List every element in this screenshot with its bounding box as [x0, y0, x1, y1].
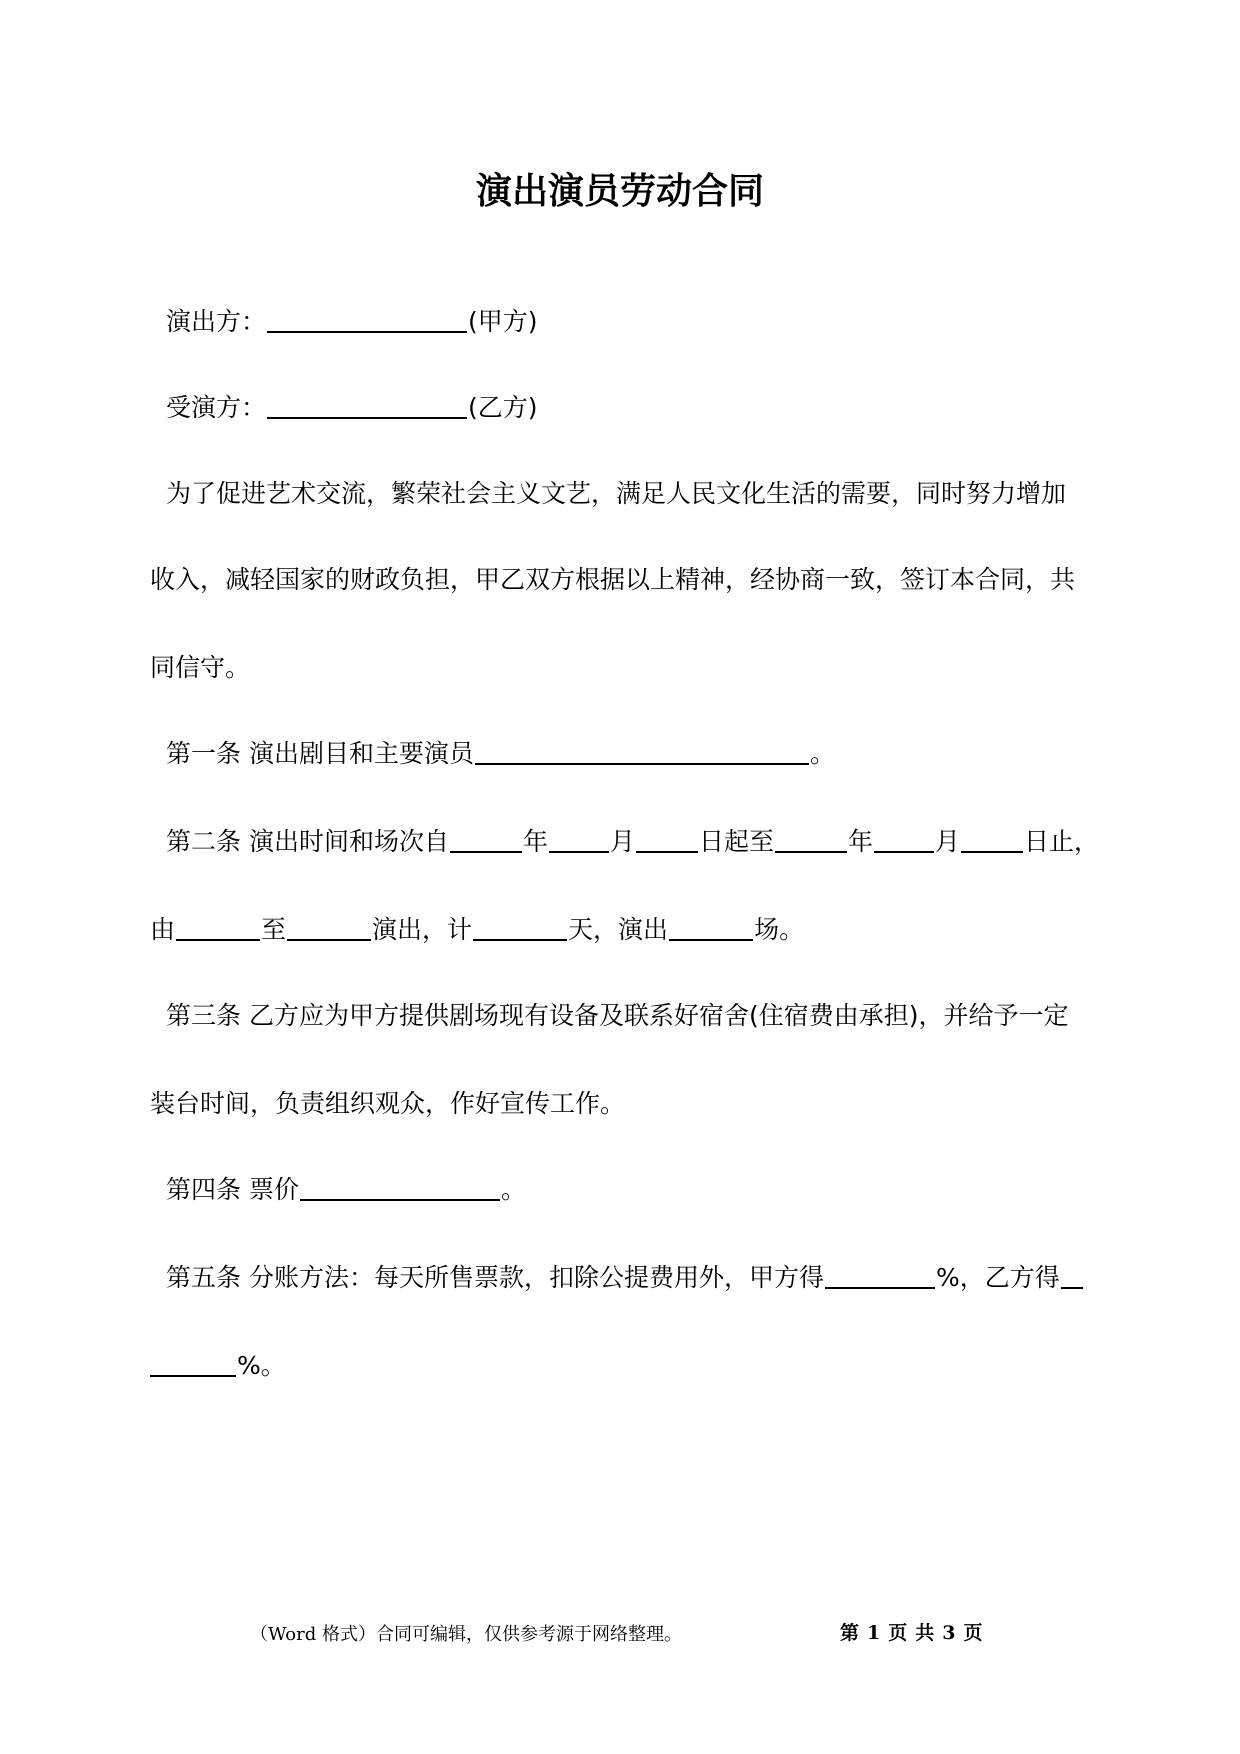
to-place-blank[interactable]	[287, 914, 371, 941]
article-2-month-2: 月	[935, 827, 961, 856]
article-2-intro: 第二条 演出时间和场次自	[166, 827, 449, 856]
article-1-end: 。	[809, 739, 835, 768]
article-5-line-2	[150, 1348, 286, 1384]
article-2-days: 天，演出	[568, 915, 669, 944]
article-2-year-2: 年	[848, 827, 874, 856]
shows-count-blank[interactable]	[669, 914, 753, 941]
page-current: 1	[867, 1622, 881, 1644]
article-5-intro: 第五条 分账方法：每天所售票款，扣除公提费用外，甲方得	[166, 1263, 824, 1292]
party-b-label: 受演方：	[166, 393, 267, 422]
article-2-perform: 演出，计	[372, 915, 473, 944]
party-b-line	[166, 390, 538, 426]
page-suffix: 页	[963, 1622, 983, 1644]
article-2-from: 由	[150, 915, 176, 944]
preamble-line-3: 同信守。	[150, 653, 251, 682]
article-2-line-1	[166, 824, 1099, 860]
article-4-end: 。	[500, 1175, 526, 1204]
end-year-blank[interactable]	[775, 826, 847, 853]
page-prefix: 第	[840, 1622, 860, 1644]
article-3-line-2: 装台时间，负责组织观众，作好宣传工作。	[150, 1089, 626, 1118]
article-2-line-2	[150, 912, 804, 948]
footer-note: （Word 格式）合同可编辑，仅供参考源于网络整理。	[250, 1624, 682, 1645]
article-5-pct-a: %，乙方得	[935, 1263, 1060, 1292]
from-place-blank[interactable]	[176, 914, 260, 941]
article-1-text: 第一条 演出剧目和主要演员	[166, 739, 474, 768]
preamble-line-2: 收入，减轻国家的财政负担，甲乙双方根据以上精神，经协商一致，签订本合同，共	[150, 565, 1076, 594]
page-number	[840, 1620, 991, 1646]
article-2-shows: 场。	[754, 915, 805, 944]
article-1-blank[interactable]	[475, 738, 809, 765]
party-a-blank[interactable]	[267, 306, 467, 333]
party-b-percent-blank[interactable]	[150, 1350, 236, 1377]
article-2-month-1: 月	[609, 827, 635, 856]
article-2-to: 至	[261, 915, 287, 944]
party-a-label: 演出方：	[166, 307, 267, 336]
party-b-blank[interactable]	[267, 392, 467, 419]
preamble-line-1: 为了促进艺术交流，繁荣社会主义文艺，满足人民文化生活的需要，同时努力增加	[166, 479, 1067, 508]
party-b-percent-blank-start[interactable]	[1061, 1262, 1083, 1289]
start-month-blank[interactable]	[549, 826, 609, 853]
start-day-blank[interactable]	[636, 826, 698, 853]
article-2-year-1: 年	[522, 827, 548, 856]
start-year-blank[interactable]	[450, 826, 522, 853]
article-2-start-day: 日起至	[698, 827, 774, 856]
party-b-suffix: (乙方)	[468, 393, 538, 422]
page-of: 页	[888, 1622, 908, 1644]
page-total: 3	[942, 1622, 956, 1644]
article-4	[166, 1172, 526, 1208]
party-a-line	[166, 304, 538, 340]
end-month-blank[interactable]	[874, 826, 934, 853]
page-total-prefix: 共	[915, 1622, 935, 1644]
end-day-blank[interactable]	[961, 826, 1023, 853]
page-title: 演出演员劳动合同	[475, 171, 764, 212]
article-3-line-1: 第三条 乙方应为甲方提供剧场现有设备及联系好宿舍(住宿费由承担)，并给予一定	[166, 1001, 1069, 1030]
party-a-suffix: (甲方)	[468, 307, 538, 336]
article-4-text: 第四条 票价	[166, 1175, 299, 1204]
article-5-line-1	[166, 1260, 1084, 1296]
party-a-percent-blank[interactable]	[825, 1262, 935, 1289]
article-1	[166, 736, 835, 772]
days-count-blank[interactable]	[473, 914, 567, 941]
article-5-end: %。	[237, 1351, 286, 1380]
ticket-price-blank[interactable]	[300, 1174, 500, 1201]
article-2-end-day: 日止，	[1024, 827, 1100, 856]
